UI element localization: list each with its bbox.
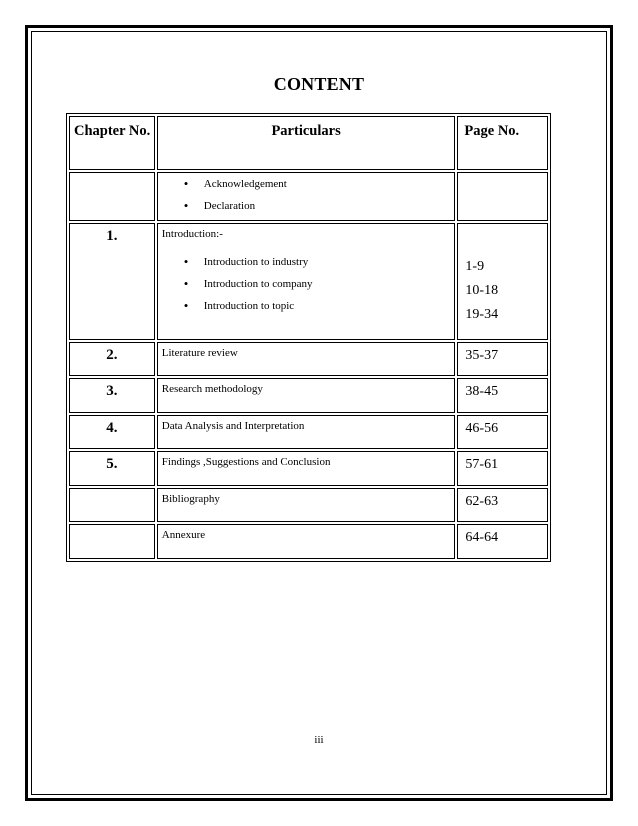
particulars-cell: Research methodology — [157, 378, 456, 413]
page-range-topic: 19-34 — [465, 306, 499, 322]
particulars-cell: Data Analysis and Interpretation — [157, 415, 456, 450]
particulars-cell — [157, 223, 456, 340]
chapter-cell: 2. — [69, 342, 155, 377]
list-item-intro-topic: • Introduction to topic — [162, 295, 455, 317]
header-page-no: Page No. — [457, 116, 548, 170]
list-item-intro-company: • Introduction to company — [162, 273, 455, 295]
particulars-cell: Literature review — [157, 342, 456, 377]
chapter-cell: 3. — [69, 378, 155, 413]
list-item-declaration: • Declaration — [162, 195, 455, 217]
page-number: iii — [314, 734, 324, 746]
table-row — [69, 488, 548, 523]
page-cell — [457, 223, 548, 340]
page-cell: 64-64 — [457, 524, 548, 559]
particulars-cell — [157, 172, 456, 221]
table-row — [69, 378, 548, 413]
particulars-cell: Bibliography — [157, 488, 456, 523]
chapter-cell — [69, 488, 155, 523]
header-particulars: Particulars — [157, 116, 456, 170]
table-row-introduction — [69, 223, 548, 340]
intro-page-list — [465, 255, 547, 327]
particulars-cell: Findings ,Suggestions and Conclusion — [157, 451, 456, 486]
page-cell: 35-37 — [457, 342, 548, 377]
contents-table — [66, 113, 551, 562]
table-row — [69, 415, 548, 450]
page-cell: 38-45 — [457, 378, 548, 413]
chapter-cell: 4. — [69, 415, 155, 450]
table-row — [69, 451, 548, 486]
chapter-cell — [69, 524, 155, 559]
list-item-intro-industry: • Introduction to industry — [162, 251, 455, 273]
chapter-cell: 5. — [69, 451, 155, 486]
intro-list — [162, 251, 455, 317]
page-cell: 46-56 — [457, 415, 548, 450]
front-matter-list — [162, 173, 455, 217]
header-chapter-no: Chapter No. — [69, 116, 155, 170]
table-row — [69, 524, 548, 559]
page-range-industry: 1-9 — [465, 258, 485, 274]
chapter-cell — [69, 172, 155, 221]
list-item-acknowledgement: • Acknowledgement — [162, 173, 455, 195]
table-row-front-matter — [69, 172, 548, 221]
page-cell: 57-61 — [457, 451, 548, 486]
page-range-company: 10-18 — [465, 282, 499, 298]
table-row — [69, 342, 548, 377]
table-header-row — [69, 116, 548, 170]
page-cell — [457, 172, 548, 221]
document-title: CONTENT — [273, 74, 365, 94]
intro-heading: Introduction:- — [161, 227, 223, 240]
particulars-cell: Annexure — [157, 524, 456, 559]
page-cell: 62-63 — [457, 488, 548, 523]
chapter-cell: 1. — [69, 223, 155, 340]
